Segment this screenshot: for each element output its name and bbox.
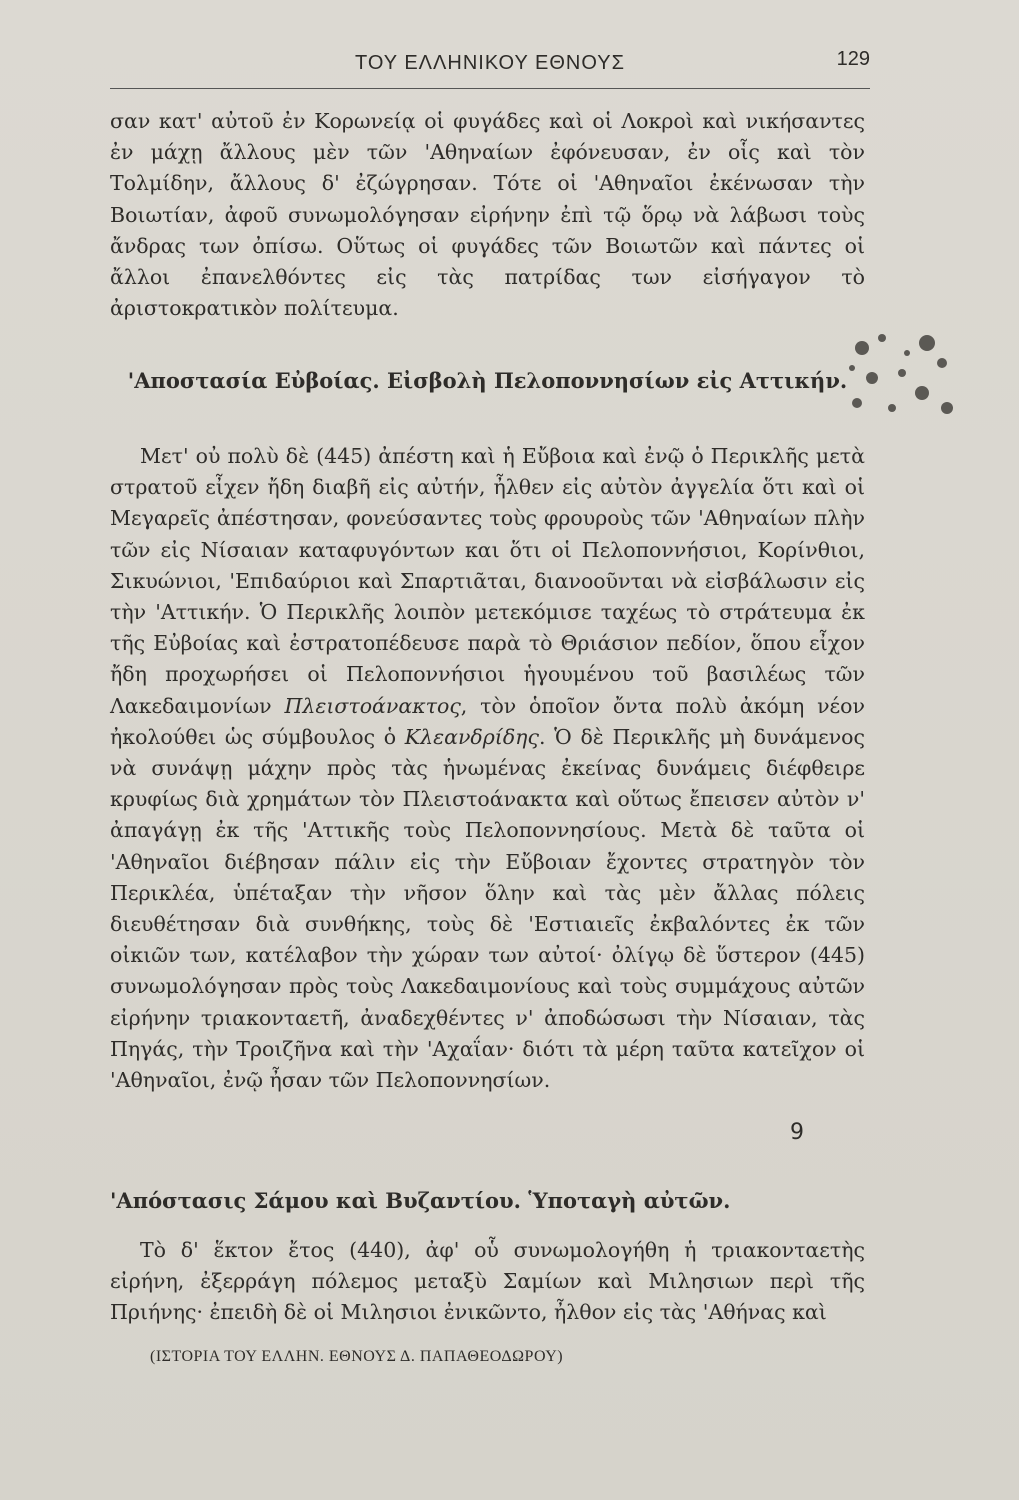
paragraph-1: σαν κατ' αὐτοῦ ἐν Κορωνείᾳ οἱ φυγάδες καὶ οἱ Λοκροὶ καὶ νικήσαντες ἐν μάχῃ ἄλλους μὲν τῶν 'Αθηναίων ἐφόνευσαν, ἐν οἷς καὶ τὸν Τολμίδην, ἄλλους δ' ἐζώγρησαν. Τότε οἱ 'Αθηναῖοι ἐκένωσαν τὴν Βοιωτίαν, ἀφοῦ συνωμολόγησαν εἰρήνην ἐπὶ τῷ ὅρῳ νὰ λάβωσι τοὺς ἄνδρας των ὀπίσω. Οὕτως οἱ φυγάδες τῶν Βοιωτῶν καὶ πάντες οἱ ἄλλοι ἐπανελθόντες εἰς τὰς πατρίδας των εἰσήγαγον τὸ ἀριστοκρατικὸν πολίτευμα. xyxy=(110,109,865,321)
signature-mark: 9 xyxy=(790,1120,804,1145)
ink-stain-mark xyxy=(832,318,962,428)
footer-imprint: (ΙΣΤΟΡΙΑ ΤΟΥ ΕΛΛΗΝ. ΕΘΝΟΥΣ Δ. ΠΑΠΑΘΕΟΔΩΡΟΥ) xyxy=(150,1348,564,1365)
running-head xyxy=(110,44,870,89)
body-text-middle xyxy=(110,441,865,1096)
running-title: ΤΟΥ ΕΛΛΗΝΙΚΟΥ ΕΘΝΟΥΣ xyxy=(355,52,625,74)
section-heading-euboea: 'Αποστασία Εὐβοίας. Εἰσβολὴ Πελοποννησίων εἰς Αττικήν. xyxy=(127,368,848,393)
paragraph-2-start: Μετ' οὐ πολὺ δὲ (445) ἀπέστη καὶ ἡ Εὔβοια καὶ ἐνῷ ὁ Περικλῆς μετὰ στρατοῦ εἶχεν ἤδη διαβῆ εἰς αὐτήν, ἦλθεν εἰς αὐτὸν ἀγγελία ὅτι καὶ οἱ Μεγαρεῖς ἀπέστησαν, φονεύσαντες τοὺς φρουροὺς τῶν 'Αθηναίων πλὴν τῶν εἰς Νίσαιαν καταφυγόντων και ὅτι οἱ Πελοποννήσιοι, Κορίνθιοι, Σικυώνιοι, 'Επιδαύριοι καὶ Σπαρτιᾶται, διανοοῦνται νὰ εἰσβάλωσιν εἰς τὴν 'Αττικήν. Ὁ Περικλῆς λοιπὸν μετεκόμισε ταχέως τὸ στράτευμα ἐκ τῆς Εὐβοίας καὶ ἐστρατοπέδευσε παρὰ τὸ Θριάσιον πεδίον, ὅπου εἶχον ἤδη προχωρήσει οἱ Πελοποννήσιοι ἡγουμένου τοῦ βασιλέως τῶν Λακεδαιμονίων xyxy=(110,444,865,718)
section-heading-samos: 'Απόστασις Σάμου καὶ Βυζαντίου. Ὑποταγὴ αὐτῶν. xyxy=(110,1188,731,1213)
paragraph-2-end: . Ὁ δὲ Περικλῆς μὴ δυνάμενος νὰ συνάψῃ μάχην πρὸς τὰς ἡνωμένας ἐκείνας δυνάμεις διέφθειρε κρυφίως διὰ χρημάτων τὸν Πλειστοάνακτα καὶ οὕτως ἔπεισεν αὐτὸν ν' ἀπαγάγῃ ἐκ τῆς 'Αττικῆς τοὺς Πελοποννησίους. Μετὰ δὲ ταῦτα οἱ 'Αθηναῖοι διέβησαν πάλιν εἰς τὴν Εὔβοιαν ἔχοντες στρατηγὸν τὸν Περικλέα, ὑπέταξαν τὴν νῆσον ὅλην καὶ τὰς μὲν ἄλλας πόλεις διευθέτησαν διὰ συνθήκης, τοὺς δὲ 'Εστιαιεῖς ἐκβαλόντες ἐκ τῶν οἰκιῶν των, κατέλαβον τὴν χώραν των αὐτοί· ὀλίγῳ δὲ ὕστερον (445) συνωμολόγησαν πρὸς τοὺς Λακεδαιμονίους καὶ τοὺς συμμάχους αὐτῶν εἰρήνην τριακονταετῆ, ἀναδεχθέντες ν' ἀποδώσωσι τὴν Νίσαιαν, τὰς Πηγάς, τὴν Τροιζῆνα καὶ τὴν 'Αχαΐαν· διότι τὰ μέρη ταῦτα κατεῖχον οἱ 'Αθηναῖοι, ἐνῷ ἦσαν τῶν Πελοποννησίων. xyxy=(110,724,865,1093)
body-text-top xyxy=(110,106,865,324)
section-heading-1-block xyxy=(110,366,865,396)
name-kleandridis: Κλεανδρίδης xyxy=(404,724,539,749)
name-pleistoanax: Πλειστοάνακτος xyxy=(284,693,461,718)
paragraph-2 xyxy=(110,441,865,1096)
paragraph-3: Τὸ δ' ἕκτον ἔτος (440), ἀφ' οὗ συνωμολογήθη ἡ τριακονταετὴς εἰρήνη, ἐξερράγη πόλεμος μεταξὺ Σαμίων καὶ Μιλησιων περὶ τῆς Πριήνης· ἐπειδὴ δὲ οἱ Μιλησιοι ἐνικῶντο, ἦλθον εἰς τὰς 'Αθήνας καὶ xyxy=(110,1238,865,1325)
paragraph-2-mid: , τὸν ὁποῖον ὄντα πολὺ ἀκόμη νέον ἠκολούθει ὡς σύμβουλος ὁ xyxy=(110,693,865,749)
section-heading-2-block xyxy=(110,1186,865,1216)
page-number: 129 xyxy=(836,48,870,70)
body-text-bottom xyxy=(110,1235,865,1329)
